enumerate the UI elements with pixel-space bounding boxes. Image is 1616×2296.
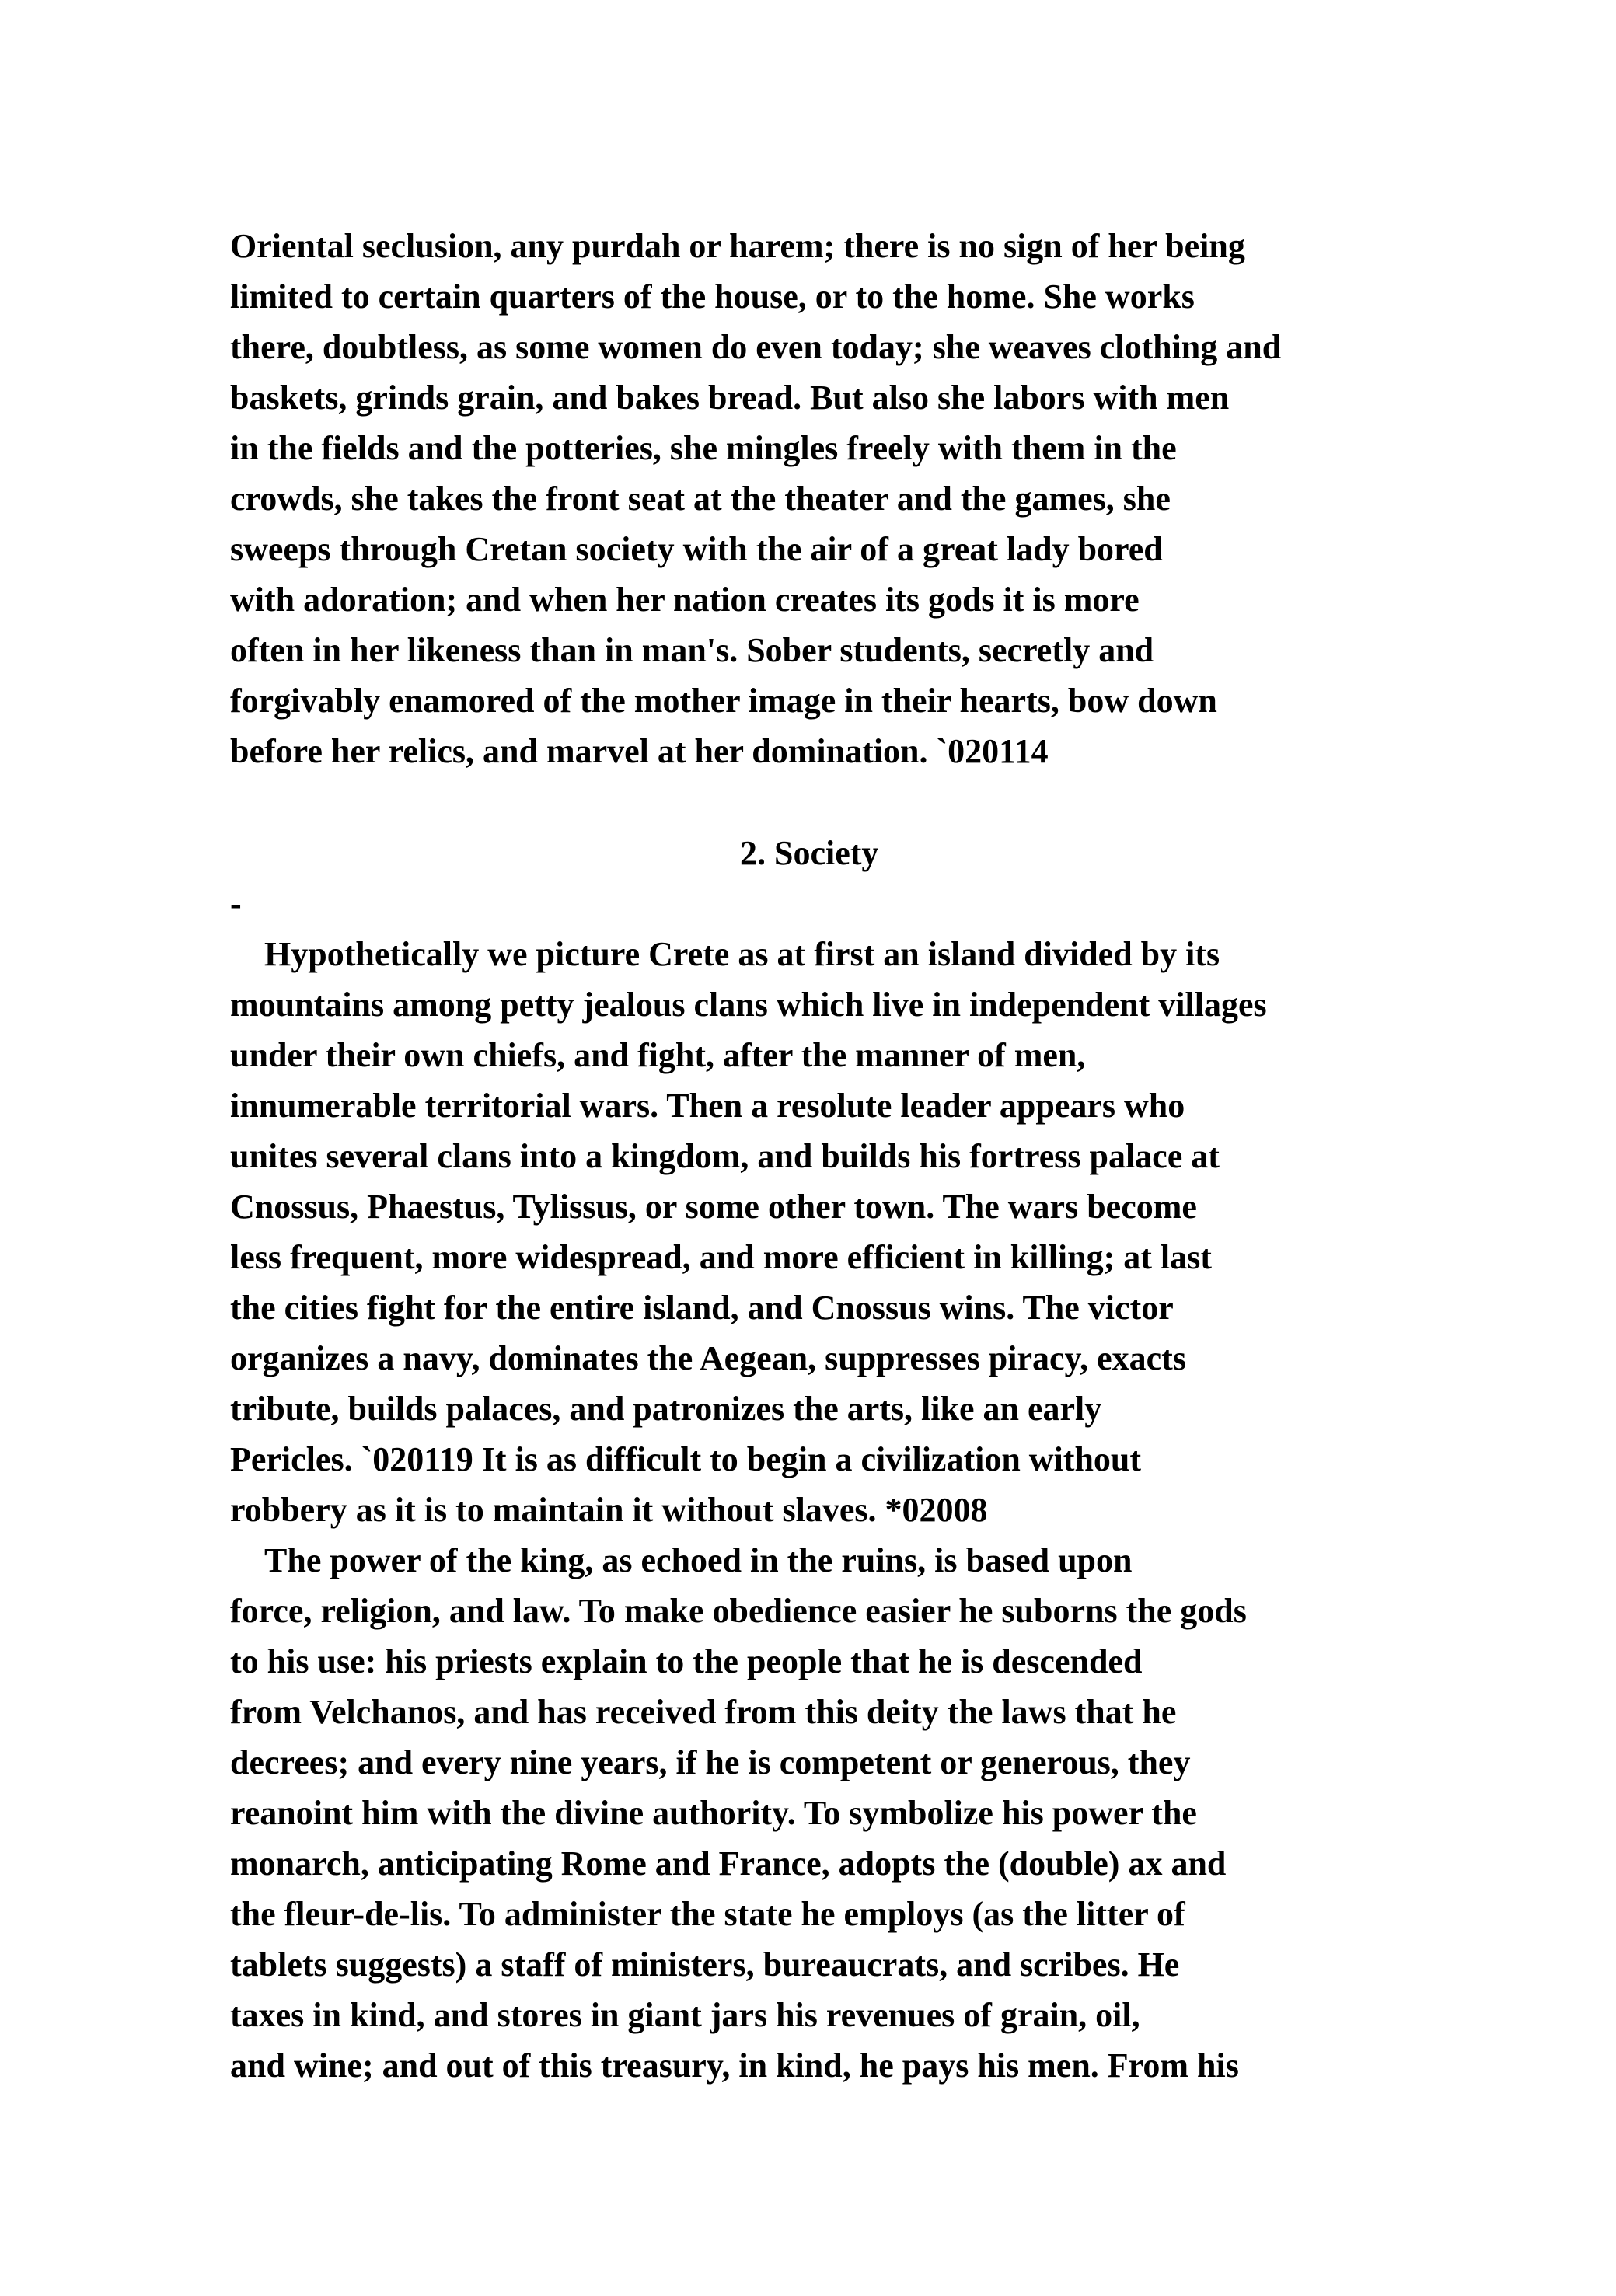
- text-line: monarch, anticipating Rome and France, adopts the (double) ax and: [230, 1844, 1227, 1883]
- text-line: the cities fight for the entire island, and Cnossus wins. The victor: [230, 1289, 1174, 1327]
- text-line: tablets suggests) a staff of ministers, bureaucrats, and scribes. He: [230, 1945, 1180, 1984]
- text-line: taxes in kind, and stores in giant jars his revenues of grain, oil,: [230, 1996, 1140, 2034]
- text-line: tribute, builds palaces, and patronizes the arts, like an early: [230, 1390, 1102, 1428]
- text-line: forgivably enamored of the mother image in their hearts, bow down: [230, 682, 1217, 720]
- text-line: limited to certain quarters of the house, or to the home. She works: [230, 277, 1195, 316]
- text-line: mountains among petty jealous clans which live in independent villages: [230, 986, 1267, 1024]
- text-line: Oriental seclusion, any purdah or harem; there is no sign of her being: [230, 227, 1245, 265]
- text-line: Hypothetically we picture Crete as at first an island divided by its: [264, 935, 1220, 973]
- text-line: before her relics, and marvel at her domination. `020114: [230, 732, 1049, 770]
- text-line: unites several clans into a kingdom, and builds his fortress palace at: [230, 1137, 1220, 1175]
- text-line: often in her likeness than in man's. Sober students, secretly and: [230, 631, 1154, 669]
- text-line: with adoration; and when her nation creates its gods it is more: [230, 581, 1140, 619]
- text-line: organizes a navy, dominates the Aegean, suppresses piracy, exacts: [230, 1339, 1186, 1377]
- continued-paragraph: [230, 221, 1551, 776]
- text-line: sweeps through Cretan society with the air of a great lady bored: [230, 530, 1163, 568]
- text-line: under their own chiefs, and fight, after the manner of men,: [230, 1036, 1086, 1074]
- text-line: innumerable territorial wars. Then a resolute leader appears who: [230, 1087, 1185, 1125]
- text-line: reanoint him with the divine authority. To symbolize his power the: [230, 1794, 1197, 1832]
- text-line: there, doubtless, as some women do even today; she weaves clothing and: [230, 328, 1282, 366]
- text-line: Cnossus, Phaestus, Tylissus, or some other town. The wars become: [230, 1188, 1197, 1226]
- section-marker: -: [230, 885, 242, 923]
- text-line: robbery as it is to maintain it without slaves. *02008: [230, 1491, 988, 1529]
- text-line: force, religion, and law. To make obedience easier he suborns the gods: [230, 1592, 1247, 1630]
- section-heading: 2. Society: [740, 834, 879, 872]
- text-line: The power of the king, as echoed in the ruins, is based upon: [264, 1541, 1133, 1579]
- text-line: less frequent, more widespread, and more efficient in killing; at last: [230, 1238, 1212, 1276]
- text-line: from Velchanos, and has received from this deity the laws that he: [230, 1693, 1177, 1731]
- text-line: in the fields and the potteries, she mingles freely with them in the: [230, 429, 1177, 467]
- text-line: crowds, she takes the front seat at the theater and the games, she: [230, 480, 1171, 518]
- text-line: the fleur-de-lis. To administer the state he employs (as the litter of: [230, 1895, 1185, 1933]
- section-body: [230, 929, 1551, 2091]
- text-line: baskets, grinds grain, and bakes bread. But also she labors with men: [230, 379, 1230, 417]
- text-line: decrees; and every nine years, if he is competent or generous, they: [230, 1743, 1191, 1781]
- text-line: and wine; and out of this treasury, in kind, he pays his men. From his: [230, 2047, 1239, 2085]
- text-line: to his use: his priests explain to the people that he is descended: [230, 1642, 1143, 1680]
- text-line: Pericles. `020119 It is as difficult to begin a civilization without: [230, 1440, 1142, 1478]
